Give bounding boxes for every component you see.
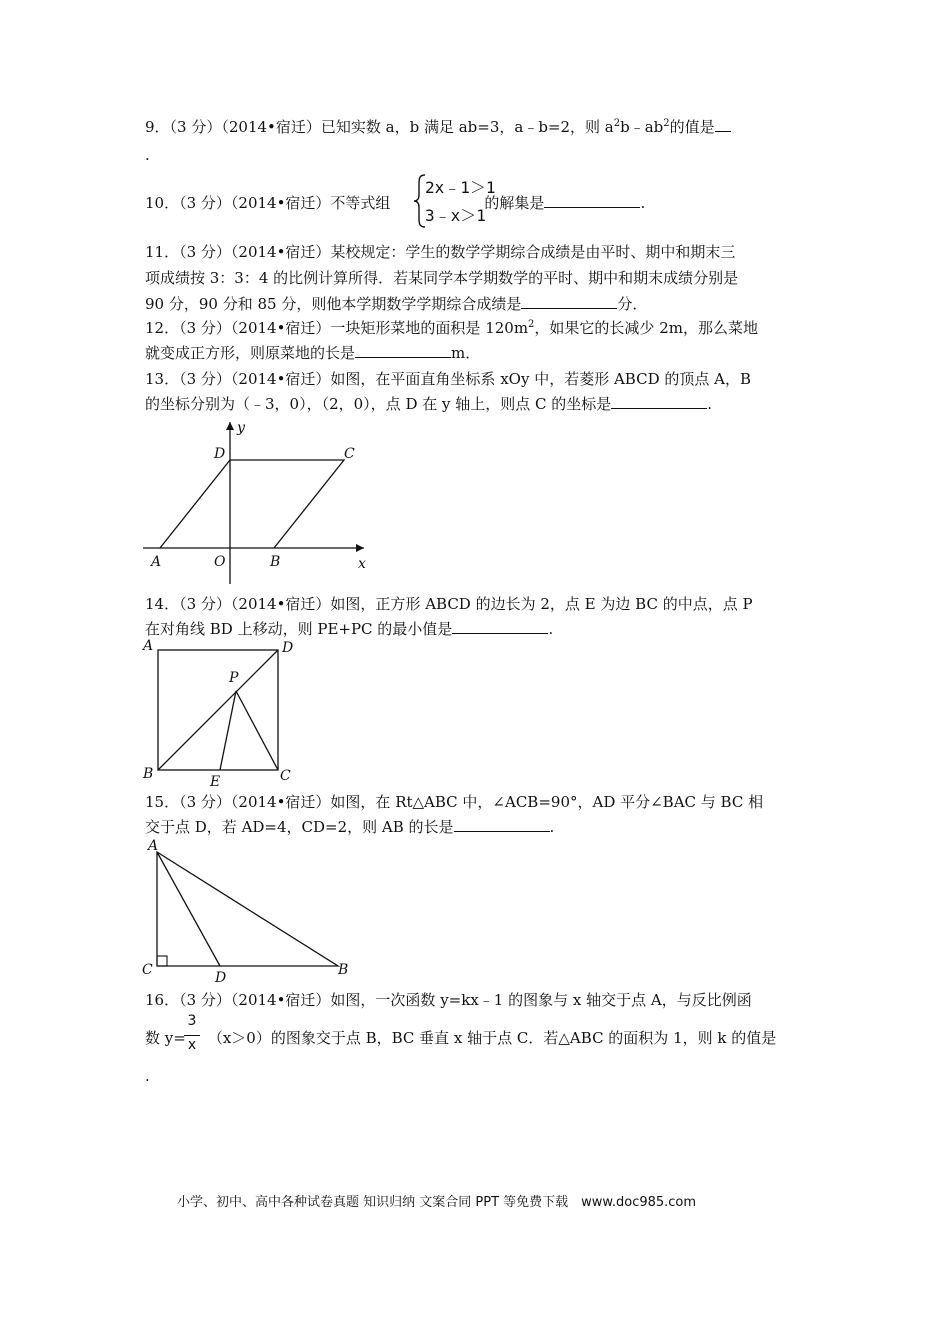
diagonal-bd [158,650,278,770]
label-d: D [215,970,227,986]
q12-text-a: 12．（3 分）（2014•宿迁）一块矩形菜地的面积是 120m [145,319,529,337]
segment-pc [236,691,278,770]
question-15-line-1: 15．（3 分）（2014•宿迁）如图，在 Rt△ABC 中，∠ACB=90°，AD 平分∠BAC 与 BC 相 [145,793,764,811]
label-a: A [151,554,162,570]
q9-text-c: 的值是 [669,118,715,136]
rhombus-abcd [160,460,344,548]
page-footer: 小学、初中、高中各种试卷真题 知识归纳 文案合同 PPT 等免费下载 www.doc985.com [177,1195,697,1210]
q13-text-a: 的坐标分别为（﹣3，0），（2，0），点 D 在 y 轴上，则点 C 的坐标是 [145,395,612,413]
label-b: B [143,766,154,782]
q13-text-b: . [707,395,713,413]
fraction-3-over-x [182,1013,202,1057]
q12-text-d: m． [451,344,481,362]
q16-text-a: 数 y= [145,1029,186,1047]
q9-answer-blank [715,117,731,132]
label-c: C [280,768,291,784]
segment-pe [220,691,236,770]
q13-answer-blank [611,394,707,409]
question-16-line-1: 16．（3 分）（2014•宿迁）如图，一次函数 y=kx﹣1 的图象与 x 轴交于点 A，与反比例函 [145,991,752,1009]
inequality-system [413,173,503,229]
q9-text-a: 9．（3 分）（2014•宿迁）已知实数 a，b 满足 ab=3，a﹣b=2，则 a [145,118,614,136]
right-angle-mark-icon [157,956,167,966]
q15-answer-blank [454,817,550,832]
question-16-line-3: . [145,1067,150,1085]
question-9-line-1 [145,117,731,137]
x-axis-arrow-icon [356,544,364,552]
q10-text-end: . [640,194,646,212]
q10-answer-blank [544,193,640,208]
q10-text-before: 10．（3 分）（2014•宿迁）不等式组 [145,194,391,212]
label-a: A [148,838,159,854]
label-a: A [143,638,154,654]
q12-text-b: ，如果它的长减少 2m，那么菜地 [534,319,758,337]
question-14-line-1: 14．（3 分）（2014•宿迁）如图，正方形 ABCD 的边长为 2，点 E 为边 BC 的中点，点 P [145,595,753,613]
right-triangle-figure [140,836,360,986]
square-figure [140,636,300,792]
q9-sup-1: 2 [613,118,621,129]
label-e: E [210,774,221,790]
fraction-denominator: x [187,1037,197,1053]
question-11-line-1: 11．（3 分）（2014•宿迁）某校规定：学生的数学学期综合成绩是由平时、期中和期末三 [145,243,736,261]
label-c: C [344,446,355,462]
question-12-line-1 [145,318,758,338]
q16-text-b: （x＞0）的图象交于点 B，BC 垂直 x 轴于点 C．若△ABC 的面积为 1，则 k 的值是 [207,1029,777,1047]
question-16-line-2 [145,1028,776,1048]
q12-sup: 2 [528,319,535,330]
q11-answer-blank [521,294,617,309]
q14-text-a: 在对角线 BD 上移动，则 PE+PC 的最小值是 [145,620,453,638]
q14-answer-blank [452,619,548,634]
fraction-numerator: 3 [187,1013,197,1029]
question-13-line-1: 13．（3 分）（2014•宿迁）如图，在平面直角坐标系 xOy 中，若菱形 ABCD 的顶点 A，B [145,370,751,388]
label-p: P [229,670,239,686]
label-b: B [338,962,349,978]
question-9-line-2: . [145,146,150,164]
inequality-row-2: 3﹣x＞1 [425,206,486,225]
y-axis-arrow-icon [226,422,234,430]
question-15-line-2 [145,817,554,837]
q10-text-after: 的解集是 [484,194,545,212]
q15-text-a: 交于点 D，若 AD=4，CD=2，则 AB 的长是 [145,818,454,836]
label-x: x [358,556,366,572]
q12-answer-blank [355,343,451,358]
question-11-line-2: 项成绩按 3：3：4 的比例计算所得．若某同学本学期数学的平时、期中和期末成绩分别是 [145,269,739,287]
q11-text-b: 分． [617,295,648,313]
label-d: D [282,640,294,656]
label-b: B [270,554,281,570]
question-11-line-3 [145,294,647,314]
inequality-row-1: 2x﹣1＞1 [425,178,496,197]
fraction-bar [184,1035,200,1036]
label-d: D [214,446,226,462]
q9-text-b: b﹣ab [620,118,664,136]
label-o: O [214,554,226,570]
q9-sup-2: 2 [663,118,670,129]
question-10-line [145,193,645,213]
label-y: y [237,420,245,436]
question-12-line-2 [145,343,480,363]
q15-text-b: . [549,818,555,836]
rhombus-coordinate-figure [140,414,380,586]
question-13-line-2 [145,394,712,414]
q12-text-c: 就变成正方形，则原菜地的长是 [145,344,356,362]
label-c: C [142,962,153,978]
triangle-abc [157,852,338,966]
q11-text-a: 90 分，90 分和 85 分，则他本学期数学学期综合成绩是 [145,295,522,313]
q14-text-b: . [548,620,554,638]
segment-ad [157,852,220,966]
